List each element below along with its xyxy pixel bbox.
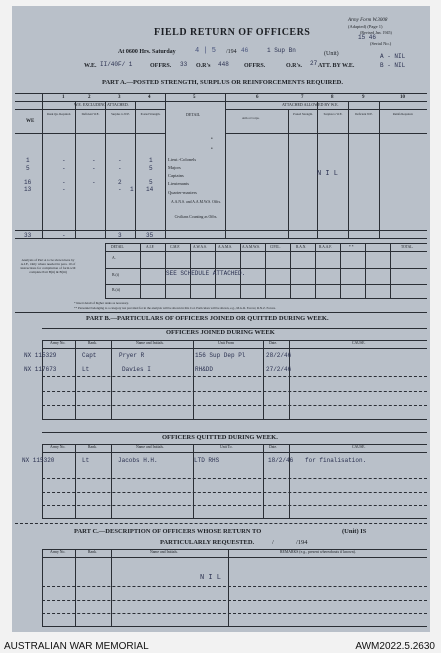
part-a-nil: N I L xyxy=(317,170,339,178)
year-label: /194 xyxy=(226,49,237,55)
head-surplus: Surplus to W.E. xyxy=(111,112,130,116)
col-num-9: 9 xyxy=(362,95,365,100)
footer-left: AUSTRALIAN WAR MEMORIAL xyxy=(4,641,149,652)
col-num-1: 1 xyxy=(62,95,65,100)
a-req: 13 xyxy=(24,186,32,193)
qc-army-no: Army No. xyxy=(50,445,66,449)
head-posted: Posted Strength. xyxy=(140,112,161,116)
a-pos: 5 xyxy=(149,179,153,186)
ors-label: O.R's xyxy=(196,63,211,69)
part-b-heading: PART B.—PARTICULARS OF OFFICERS JOINED OR QUITTED DURING WEEK. xyxy=(86,315,329,322)
we-hand: II/40F/ 1 xyxy=(100,61,133,68)
quitted-unit: LTD RHS xyxy=(194,457,220,464)
ors-value: 448 xyxy=(218,61,229,68)
qc-name: Name and Initials. xyxy=(136,445,164,449)
joined-unit: 156 Sup Dep Pl xyxy=(195,352,246,359)
a-sur: - xyxy=(118,157,122,164)
a-def: - xyxy=(62,165,66,172)
an-other: * * xyxy=(349,245,354,249)
a-def: - xyxy=(62,186,66,193)
head-att-posted: Posted Strength. xyxy=(293,112,313,116)
part-c-unit-is: (Unit) IS xyxy=(342,528,367,535)
year-hand: 46 xyxy=(241,47,249,54)
footnote-2: ** Personnel belonging to a category not provided for in the analysis will be shown in this Col. Particulars will be shown, e.g., M.G.R. Forces; R.N.Z. Forces. xyxy=(74,306,276,310)
an-row-bi: B.(i) xyxy=(112,273,120,277)
jc-army-no: Army No. xyxy=(50,341,66,345)
b-nil: B - NIL xyxy=(380,62,406,69)
col-num-5: 5 xyxy=(193,95,196,100)
rank-nursing: A.A.N.S. and A.A.M.W.S. Offrs. xyxy=(170,200,222,204)
serial-label: (Serial No.) xyxy=(370,41,392,46)
a-def2: - xyxy=(92,157,96,164)
pc-remarks: REMARKS (e.g., present whereabouts if known). xyxy=(280,550,356,554)
we-label: W.E. xyxy=(84,63,97,69)
unit-label: (Unit) xyxy=(324,51,339,57)
part-c-slash: / xyxy=(272,539,274,546)
joined-rank: Capt xyxy=(82,352,97,359)
a-def: - xyxy=(62,157,66,164)
an-ran: R.A.N. xyxy=(296,245,307,249)
an-awas: A.W.A.S. xyxy=(193,245,207,249)
col-num-6: 6 xyxy=(256,95,259,100)
part-c-year: /194 xyxy=(296,539,308,546)
jc-rank: Rank. xyxy=(88,341,97,345)
col-num-2: 2 xyxy=(88,95,91,100)
qc-cause: CAUSE. xyxy=(352,445,366,449)
we-row-label: WE xyxy=(26,119,35,124)
a-def2: - xyxy=(118,186,122,193)
part-c-requested: PARTICULARLY REQUESTED. xyxy=(160,539,255,546)
a-sur: 1 xyxy=(130,186,134,193)
a-sur: 2 xyxy=(118,179,122,186)
footnote-1: * Insert detail of higher ranks as necessary. xyxy=(74,301,129,305)
col-num-7: 7 xyxy=(301,95,304,100)
a-def: - xyxy=(62,179,66,186)
quitted-heading: OFFICERS QUITTED DURING WEEK. xyxy=(162,434,278,441)
qc-date: Date. xyxy=(269,445,278,449)
a-nil: A - NIL xyxy=(380,53,406,60)
a-def2: - xyxy=(92,179,96,186)
a-req: 16 xyxy=(24,179,32,186)
col-num-4: 4 xyxy=(148,95,151,100)
col-num-3: 3 xyxy=(118,95,121,100)
joined-rank: Lt xyxy=(82,366,90,373)
a-req: 5 xyxy=(26,165,30,172)
rank-captain: Captains xyxy=(168,173,184,178)
detail-label: DETAIL xyxy=(186,112,201,117)
quitted-name: Jacobs H.H. xyxy=(118,457,158,464)
form-title: FIELD RETURN OF OFFICERS xyxy=(154,27,311,38)
a-pos: 14 xyxy=(146,186,154,193)
quitted-army-no: NX 115320 xyxy=(22,457,55,464)
qc-unit: Unit To. xyxy=(220,445,233,449)
a-pos: 5 xyxy=(149,165,153,172)
an-aamws: A.A.M.W.S. xyxy=(242,245,260,249)
head-att-deficient: Deficient W.E. xyxy=(355,112,373,116)
form-number: Army Form W.3008 xyxy=(348,18,388,23)
date-handwritten: 4 | 5 xyxy=(195,47,217,55)
head-arm-corps: Arm or Corps. xyxy=(242,116,260,120)
bullet: • xyxy=(211,137,213,142)
joined-unit: RH&DD xyxy=(195,366,214,373)
a-def2: - xyxy=(92,165,96,172)
an-total: TOTAL. xyxy=(401,245,414,249)
hrs-line: At 0600 Hrs. Saturday xyxy=(118,49,176,55)
part-c-heading: PART C.—DESCRIPTION OF OFFICERS WHOSE RETURN TO xyxy=(74,528,262,535)
we-excluding: W.E. EXCLUDING ATTACHED. xyxy=(74,102,129,107)
jc-cause: CAUSE. xyxy=(352,341,366,345)
joined-name: Pryer R xyxy=(119,352,145,359)
pc-rank: Rank. xyxy=(88,550,97,554)
form-adapted: (Adapted) (Page 1) xyxy=(348,24,383,29)
head-att-surplus: Surplus to W.E. xyxy=(323,112,343,116)
quitted-rank: Lt xyxy=(82,457,90,464)
rank-civilians: Civilians Counting as Offrs. xyxy=(174,215,218,219)
an-aams: A.A.M.S. xyxy=(218,245,232,249)
an-detail: DETAIL xyxy=(111,245,124,249)
a-sur: - xyxy=(118,165,122,172)
jc-unit: Unit From xyxy=(218,341,234,345)
rank-lt-col: Lieut.-Colonels xyxy=(168,157,197,162)
schedule-attached: SEE SCHEDULE ATTACHED. xyxy=(166,270,246,277)
ors2-label: O.R's. xyxy=(286,63,303,69)
an-row-a: A. xyxy=(112,256,116,260)
ors2-value: 27 xyxy=(310,60,318,67)
joined-army-no: NX 115329 xyxy=(24,352,57,359)
total-req: 33 xyxy=(24,232,32,239)
joined-date: 27/2/46 xyxy=(266,366,292,373)
offrs-value: 33 xyxy=(180,61,188,68)
offrs2-label: OFFRS. xyxy=(244,63,266,69)
total-sur: 3 xyxy=(118,232,122,239)
head-required: Rank Qu. Required. xyxy=(47,112,71,116)
joined-date: 28/2/46 xyxy=(266,352,292,359)
joined-name: Davies I xyxy=(122,366,151,373)
a-pos: 1 xyxy=(149,157,153,164)
rank-major: Majors xyxy=(168,165,181,170)
att-by-we: ATT. BY W.E. xyxy=(318,63,355,69)
attached-allowed: ATTACHED ALLOWED BY W.E. xyxy=(282,102,339,107)
col-num-8: 8 xyxy=(331,95,334,100)
pc-army-no: Army No. xyxy=(50,550,66,554)
form-sheet xyxy=(12,6,430,632)
serial-value: 15 46 xyxy=(358,34,377,41)
quitted-date: 18/2/46 xyxy=(268,457,294,464)
quitted-cause: for finalisation. xyxy=(305,457,367,464)
bullet: • xyxy=(211,147,213,152)
unit-hand: 1 Sup Bn xyxy=(267,47,296,54)
footer-right: AWM2022.5.2630 xyxy=(355,641,435,652)
head-deficient: Deficient W.E. xyxy=(81,112,100,116)
jc-date: Date. xyxy=(269,341,278,345)
a-req: 1 xyxy=(26,157,30,164)
rank-lieutenant: Lieutenants xyxy=(168,181,189,186)
pc-name: Name and Initials. xyxy=(150,550,178,554)
total-pos: 35 xyxy=(146,232,154,239)
an-aif: A.I.F. xyxy=(146,245,155,249)
qc-rank: Rank. xyxy=(88,445,97,449)
offrs-label: OFFRS. xyxy=(150,63,172,69)
jc-name: Name and Initials. xyxy=(136,341,164,345)
an-civil: CIVIL. xyxy=(270,245,281,249)
rank-qm: Quarter-masters xyxy=(168,190,197,195)
form-revised: (Revised Jan. 1945) xyxy=(360,30,392,35)
joined-army-no: NX 117673 xyxy=(24,366,57,373)
head-reinfs: Reinfs Required. xyxy=(392,112,414,116)
joined-heading: OFFICERS JOINED DURING WEEK xyxy=(166,329,275,336)
col-num-10: 10 xyxy=(400,95,405,100)
part-c-nil: N I L xyxy=(200,574,222,582)
an-row-bii: B.(ii) xyxy=(112,288,121,292)
total-def: - xyxy=(62,232,66,239)
an-cmf: C.M.F. xyxy=(170,245,180,249)
analysis-note: Analysis of Part A to be shown here by A.I.F., Only where needed in para. 10 of instructions for compilation of form will complete Part B(ii) & B(iii) xyxy=(20,258,76,274)
part-a-heading: PART A.—POSTED STRENGTH, SURPLUS OR REINFORCEMENTS REQUIRED. xyxy=(102,79,343,86)
an-raaf: R.A.A.F. xyxy=(319,245,332,249)
